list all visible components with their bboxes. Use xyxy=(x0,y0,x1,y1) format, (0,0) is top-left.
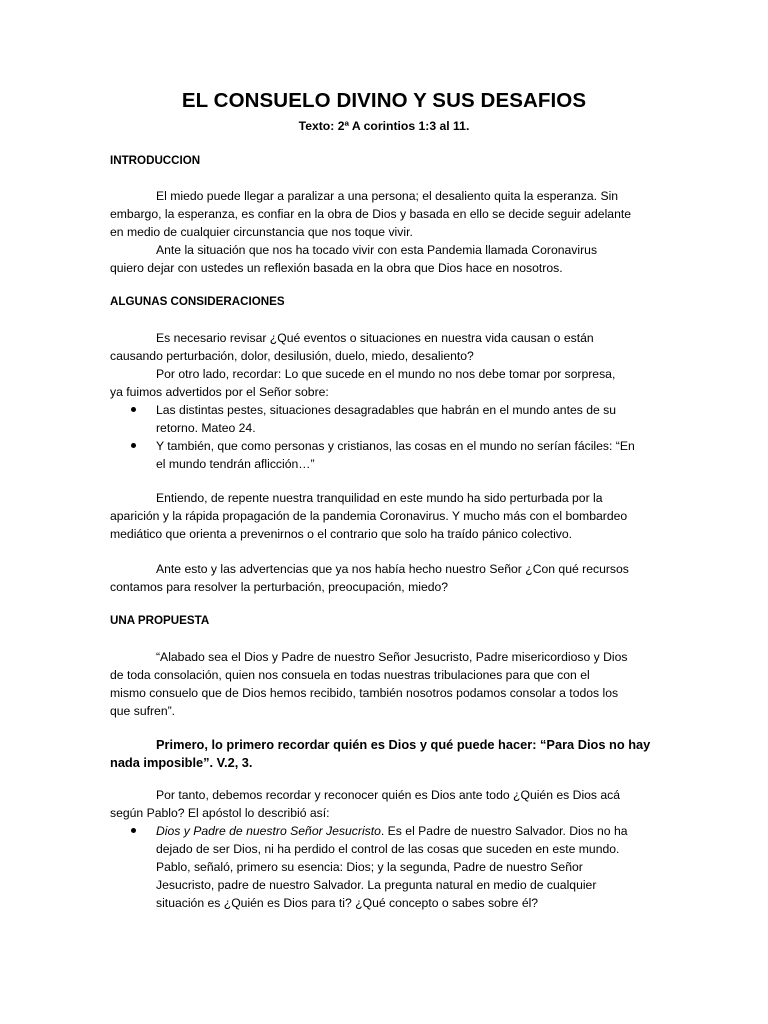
text-line: Por tanto, debemos recordar y reconocer quién es Dios ante todo ¿Quién es Dios acá xyxy=(156,788,621,802)
heading-introduccion: INTRODUCCION xyxy=(110,154,201,167)
paragraph-consider-1 xyxy=(110,329,656,365)
paragraph-consider-3 xyxy=(110,489,656,543)
text-line xyxy=(156,822,671,840)
list-item xyxy=(131,822,671,912)
document-title: EL CONSUELO DIVINO Y SUS DESAFIOS xyxy=(181,89,587,112)
text-line: Entiendo, de repente nuestra tranquilidad en este mundo ha sido perturbada por la xyxy=(156,491,603,505)
text-line: Las distintas pestes, situaciones desagradables que habrán en el mundo antes de su xyxy=(156,403,617,417)
heading-una-propuesta: UNA PROPUESTA xyxy=(110,614,210,627)
text-line: retorno. Mateo 24. xyxy=(156,421,256,435)
text-line: mediático que orienta a prevenirnos o el contrario que solo ha traído pánico colectivo. xyxy=(110,527,573,541)
text-line: quiero dejar con ustedes un reflexión basada en la obra que Dios hace en nosotros. xyxy=(110,261,563,275)
text-line: Primero, lo primero recordar quién es Dios y qué puede hacer: “Para Dios no hay xyxy=(156,737,651,752)
paragraph-intro-1 xyxy=(110,187,656,241)
list-item xyxy=(131,401,671,437)
text-line: aparición y la rápida propagación de la pandemia Coronavirus. Y mucho más con el bombardeo xyxy=(110,509,628,523)
text-line: Ante la situación que nos ha tocado vivir con esta Pandemia llamada Coronavirus xyxy=(156,243,598,257)
text-line: mismo consuelo que de Dios hemos recibido, también nosotros podamos consolar a todos los xyxy=(110,686,619,700)
text-line: Y también, que como personas y cristianos, las cosas en el mundo no serían fáciles: “En xyxy=(156,439,635,453)
bullet-icon xyxy=(131,828,136,833)
paragraph-intro-2 xyxy=(110,241,656,277)
paragraph-consider-4 xyxy=(110,560,656,596)
text-line: dejado de ser Dios, ni ha perdido el control de las cosas que suceden en este mundo. xyxy=(156,842,620,856)
text-line: embargo, la esperanza, es confiar en la obra de Dios y basada en ello se decide seguir adelante xyxy=(110,207,632,221)
text-line: Por otro lado, recordar: Lo que sucede en el mundo no nos debe tomar por sorpresa, xyxy=(156,367,616,381)
paragraph-consider-2 xyxy=(110,365,656,401)
bullet-icon xyxy=(131,443,136,448)
bullet-icon xyxy=(131,407,136,412)
text-line: en medio de cualquier circunstancia que nos toque vivir. xyxy=(110,225,413,239)
paragraph-proposal-2 xyxy=(110,786,656,822)
bullet-list-proposal xyxy=(131,822,671,912)
text-line: de toda consolación, quien nos consuela en todas nuestras tribulaciones para que con el xyxy=(110,668,590,682)
text-line: ya fuimos advertidos por el Señor sobre: xyxy=(110,385,329,399)
text-line: el mundo tendrán aflicción…” xyxy=(156,457,315,471)
paragraph-proposal-quote xyxy=(110,648,656,720)
text-line: según Pablo? El apóstol lo describió así: xyxy=(110,806,330,820)
document-subtitle: Texto: 2ª A corintios 1:3 al 11. xyxy=(298,119,470,133)
text-line: que sufren”. xyxy=(110,704,176,718)
text-line: El miedo puede llegar a paralizar a una persona; el desaliento quita la esperanza. Sin xyxy=(156,189,619,203)
text-line: nada imposible”. V.2, 3. xyxy=(110,755,253,770)
text-line: situación es ¿Quién es Dios para ti? ¿Qué concepto o sabes sobre él? xyxy=(156,896,539,910)
text-line: contamos para resolver la perturbación, preocupación, miedo? xyxy=(110,580,449,594)
text-line: Ante esto y las advertencias que ya nos había hecho nuestro Señor ¿Con qué recursos xyxy=(156,562,629,576)
bullet-list-consider xyxy=(131,401,671,473)
text-line: Jesucristo, padre de nuestro Salvador. La pregunta natural en medio de cualquier xyxy=(156,878,597,892)
text-fragment: . Es el Padre de nuestro Salvador. Dios no ha xyxy=(380,824,628,838)
text-line: causando perturbación, dolor, desilusión, duelo, miedo, desaliento? xyxy=(110,349,474,363)
text-line: Es necesario revisar ¿Qué eventos o situaciones en nuestra vida causan o están xyxy=(156,331,594,345)
text-line: Pablo, señaló, primero su esencia: Dios; y la segunda, Padre de nuestro Señor xyxy=(156,860,583,874)
heading-algunas-consideraciones: ALGUNAS CONSIDERACIONES xyxy=(110,295,285,308)
paragraph-proposal-first xyxy=(110,736,656,772)
text-line: “Alabado sea el Dios y Padre de nuestro Señor Jesucristo, Padre misericordioso y Dios xyxy=(156,650,628,664)
list-item xyxy=(131,437,671,473)
italic-phrase: Dios y Padre de nuestro Señor Jesucristo xyxy=(156,824,381,838)
